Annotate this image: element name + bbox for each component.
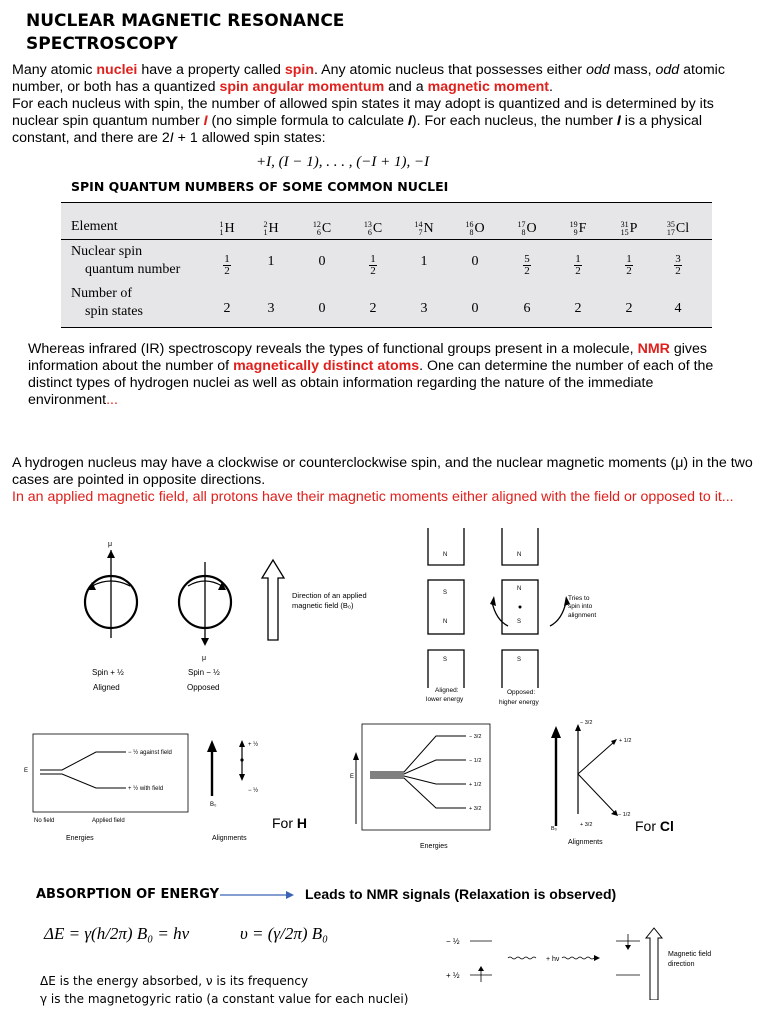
spin-quantum-value: $\frac{1}{2}$	[626, 253, 632, 277]
hydrogen-field-text: In an applied magnetic field, all protons have their magnetic moments either aligned with the field or opposed to it	[12, 489, 722, 505]
hydrogen-energy-diagram	[24, 734, 188, 842]
intro-text: and a	[384, 79, 428, 95]
absorption-note-2: γ is the magnetogyric ratio (a constant value for each nuclei)	[40, 992, 409, 1006]
ir-text: gives information about the number of	[28, 341, 707, 374]
spin-quantum-value: 0	[471, 254, 479, 269]
spin-angular-momentum-term: spin angular momentum	[219, 79, 385, 95]
ellipsis: ...	[106, 392, 118, 408]
absorption-notes	[40, 972, 408, 1008]
spin-table	[61, 202, 712, 328]
leads-arrow	[218, 889, 298, 901]
isotope-C-13: 13 6 C	[363, 220, 383, 237]
b0-label: B₀	[551, 826, 557, 832]
magnet-pole-S: S	[443, 657, 448, 663]
isotope-O-17: 17 8 O	[517, 220, 537, 237]
spin-quantum-value: 1	[420, 254, 428, 269]
intro-text: .	[548, 79, 553, 95]
spin-states-value: 2	[223, 301, 231, 316]
spin-states-value: 0	[471, 301, 479, 316]
frequency-equation: υ = (γ/2π) B₀	[240, 924, 329, 943]
isotope-Cl-35: 35 17 Cl	[666, 220, 690, 237]
states-text: ). For each nucleus, the number	[411, 113, 617, 129]
spin-quantum-value: $\frac{5}{2}$	[524, 253, 530, 277]
minus-half-label: − ½	[248, 788, 259, 794]
cl-level-label: + 3/2	[469, 806, 482, 812]
spin-states-value: 2	[369, 301, 377, 316]
title-line-1: NUCLEAR MAGNETIC RESONANCE	[26, 11, 345, 31]
I-symbol: I	[169, 130, 174, 146]
intro-text: atomic number, or both has a quantized	[12, 62, 725, 95]
row-label-spin-1: Nuclear spin	[71, 244, 143, 259]
tries-label-3: alignment	[568, 612, 597, 619]
isotope-F-19: 19 9 F	[569, 220, 587, 237]
spin-positive-label: Spin + ½	[92, 668, 124, 677]
energies-label: Energies	[66, 835, 94, 842]
plus-half-label: + ½	[446, 971, 460, 980]
row-label-states-1: Number of	[71, 286, 133, 301]
hydrogen-paragraph	[12, 455, 760, 506]
intro-text: Many atomic	[12, 62, 97, 78]
b0-label: B₀	[210, 802, 217, 808]
photon-label: + hν	[546, 956, 560, 963]
row-label-element: Element	[71, 219, 118, 234]
for-h-caption: For H	[272, 815, 308, 831]
magnet-pole-N: N	[443, 552, 448, 558]
tries-label-2: spin into	[568, 603, 593, 610]
opposed-nucleus-diagram	[179, 562, 231, 662]
with-field-label: + ½ with field	[128, 786, 164, 792]
spin-states-value: 6	[523, 301, 531, 316]
I-symbol: I	[203, 113, 208, 129]
magnet-pole-N: N	[517, 552, 522, 558]
applied-field-arrow	[262, 560, 284, 640]
field-label-2: magnetic field (B₀)	[292, 601, 354, 610]
spin-states-value: 4	[674, 301, 682, 316]
magnet-pole-S: S	[443, 590, 448, 596]
magnetic-field-label-2: direction	[668, 961, 695, 968]
table-divider	[61, 239, 712, 240]
spin-quantum-value: 1	[267, 254, 275, 269]
isotope-O-16: 16 8 O	[465, 220, 485, 237]
ir-paragraph	[28, 341, 733, 409]
spin-quantum-value: $\frac{1}{2}$	[224, 253, 230, 277]
hydrogen-text: A hydrogen nucleus may have a clockwise or counterclockwise spin, and the nuclear magnetic moments (μ) in the two cases are pointed in opposite directions.	[12, 455, 753, 488]
row-label-states-2: spin states	[85, 304, 143, 319]
mu-label: μ	[202, 655, 207, 662]
isotope-P-31: 31 15 P	[620, 220, 638, 237]
intro-paragraph	[12, 62, 760, 147]
spin-quantum-value: $\frac{3}{2}$	[675, 253, 681, 277]
isotope-N-14: 14 7 N	[414, 220, 434, 237]
spin-states-value: 2	[625, 301, 633, 316]
cl-level-label: + 3/2	[580, 822, 593, 828]
no-field-label: No field	[34, 818, 55, 824]
tries-label-1: Tries to	[568, 595, 590, 602]
plus-half-label: + ½	[248, 742, 259, 748]
magnetic-moment-term: magnetic moment	[427, 79, 549, 95]
intro-text: mass,	[609, 62, 656, 78]
opposed-energy-label-2: higher energy	[499, 699, 539, 706]
nmr-term: NMR	[637, 341, 670, 357]
magnetically-distinct-atoms-term: magnetically distinct atoms	[233, 358, 420, 374]
states-text: (no simple formula to calculate	[207, 113, 408, 129]
energies-label: Energies	[420, 843, 448, 850]
absorption-diagram	[440, 920, 760, 1000]
states-text: + 1 allowed spin states:	[173, 130, 326, 146]
title-line-2: SPECTROSCOPY	[26, 34, 178, 54]
alignments-label: Alignments	[212, 835, 247, 842]
spin-quantum-value: $\frac{1}{2}$	[575, 253, 581, 277]
absorption-title: ABSORPTION OF ENERGY	[36, 887, 219, 902]
odd-term: odd	[586, 62, 610, 78]
against-field-label: − ½ against field	[128, 750, 172, 756]
nuclei-term: nuclei	[96, 62, 138, 78]
applied-field-label: Applied field	[92, 818, 125, 824]
states-text: is a physical constant, and there are 2	[12, 113, 703, 146]
isotope-H-1: 1 1 H	[219, 220, 235, 237]
isotope-C-12: 12 6 C	[312, 220, 332, 237]
magnet-diagram	[428, 528, 566, 688]
opposed-label: Opposed	[187, 683, 220, 692]
cl-level-label: + 1/2	[619, 738, 632, 744]
cl-level-label: − 3/2	[469, 734, 482, 740]
absorption-note-1: ΔE is the energy absorbed, ν is its frequency	[40, 974, 309, 988]
spin-states-value: 0	[318, 301, 326, 316]
mu-label: μ	[108, 541, 113, 548]
energy-axis-label: E	[24, 768, 29, 774]
spin-negative-label: Spin − ½	[188, 668, 220, 677]
spin-alignment-figure	[0, 520, 768, 720]
magnetic-field-label-1: Magnetic field	[668, 951, 712, 958]
intro-text: . Any atomic nucleus that possesses either	[314, 62, 587, 78]
spin-states-value: 3	[267, 301, 275, 316]
cl-level-label: − 3/2	[580, 720, 593, 726]
table-title: SPIN QUANTUM NUMBERS OF SOME COMMON NUCLEI	[71, 179, 449, 194]
row-label-spin-2: quantum number	[85, 262, 181, 277]
cl-level-label: − 1/2	[469, 758, 482, 764]
chlorine-alignments	[551, 720, 631, 846]
energy-splitting-figure	[0, 714, 768, 854]
cl-level-label: + 1/2	[469, 782, 482, 788]
states-text: For each nucleus with spin, the number of allowed spin states it may adopt is quantized and is determined by its nuclear spin quantum number	[12, 96, 714, 129]
aligned-label: Aligned	[93, 683, 120, 692]
ir-text: . One can determine the number of each of the distinct types of hydrogen nuclei as well as obtain information regarding the nature of the immediate environment	[28, 358, 714, 408]
spin-states-formula: +I, (I − 1), . . . , (−I + 1), −I	[256, 154, 430, 170]
for-cl-caption: For Cl	[635, 818, 674, 834]
spin-quantum-value: 0	[318, 254, 326, 269]
odd-term: odd	[655, 62, 680, 78]
minus-half-label: − ½	[446, 937, 460, 946]
magnet-pole-S: S	[517, 657, 522, 663]
spin-states-value: 2	[574, 301, 582, 316]
I-symbol: I	[616, 113, 621, 129]
opposed-energy-label-1: Opposed:	[507, 689, 536, 696]
intro-text: have a property called	[137, 62, 285, 78]
aligned-energy-label-2: lower energy	[426, 696, 464, 703]
cl-level-label: − 1/2	[618, 812, 631, 818]
aligned-energy-label-1: Aligned:	[435, 687, 459, 694]
I-symbol: I	[407, 113, 412, 129]
ellipsis: ...	[721, 489, 734, 505]
field-label-1: Direction of an applied	[292, 591, 367, 600]
aligned-nucleus-diagram	[85, 541, 137, 638]
leads-text: Leads to NMR signals (Relaxation is observed)	[305, 886, 617, 902]
ir-text: Whereas infrared (IR) spectroscopy reveals the types of functional groups present in a molecule,	[28, 341, 638, 357]
energy-axis-label: E	[350, 774, 355, 780]
alignments-label: Alignments	[568, 839, 603, 846]
page-title	[26, 10, 344, 56]
spin-states-value: 3	[420, 301, 428, 316]
chlorine-energy-diagram	[350, 724, 490, 850]
isotope-H-2: 2 1 H	[263, 220, 279, 237]
magnet-pole-N: N	[517, 586, 522, 592]
spin-quantum-value: $\frac{1}{2}$	[370, 253, 376, 277]
magnet-pole-N: N	[443, 619, 448, 625]
spin-term: spin	[284, 62, 315, 78]
hydrogen-alignments	[207, 740, 258, 842]
magnet-pole-S: S	[517, 619, 522, 625]
energy-equation: ΔE = γ(h/2π) B₀ = hν	[44, 924, 190, 943]
